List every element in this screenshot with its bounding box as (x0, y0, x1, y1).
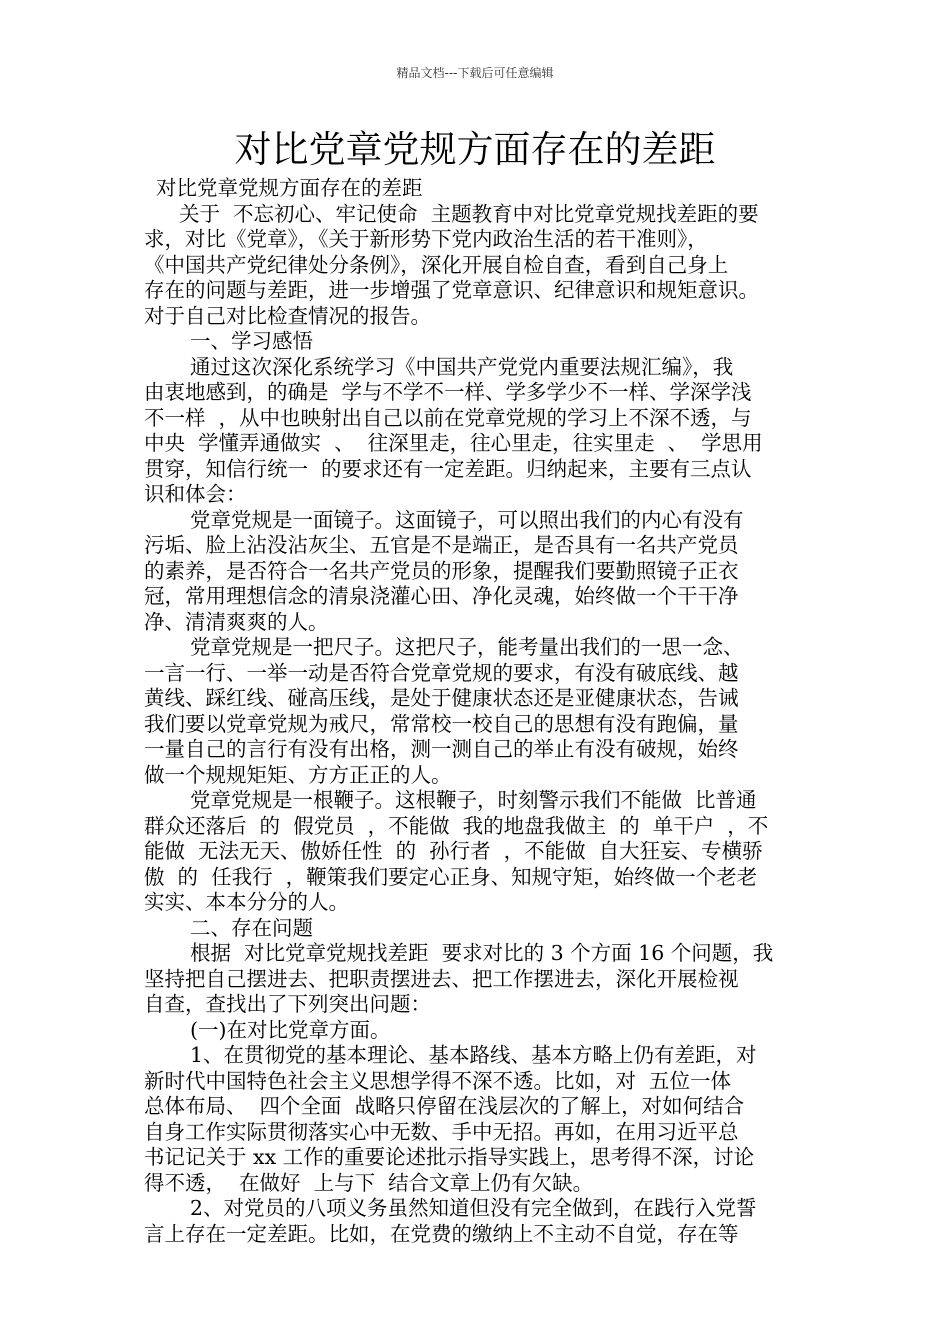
body-line: 的素养，是否符合一名共产党员的形象，提醒我们要勤照镜子正衣 (144, 558, 739, 583)
body-line: 做一个规规矩矩、方方正正的人。 (144, 762, 452, 787)
body-line: 贯穿，知信行统一 的要求还有一定差距。归纳起来，主要有三点认 (144, 456, 752, 481)
page-header-note: 精品文档---下载后可任意编辑 (396, 66, 554, 80)
body-line: 一量自己的言行有没有出格，测一测自己的举止有没有破规，始终 (144, 737, 739, 761)
body-line: 《中国共产党纪律处分条例》，深化开展自检自查，看到自己身上 (144, 252, 729, 277)
body-line: 冠，常用理想信念的清泉浇灌心田、净化灵魂，始终做一个干干净 (144, 584, 739, 608)
body-line: 自身工作实际贯彻落实心中无数、手中无招。再如，在用习近平总 (144, 1119, 739, 1144)
body-line: 自查，查找出了下列突出问题： (144, 992, 431, 1016)
body-line: 黄线、踩红线、碰高压线，是处于健康状态还是亚健康状态，告诫 (144, 686, 739, 710)
body-line: 对比党章党规方面存在的差距 (156, 176, 423, 200)
document-title: 对比党章党规方面存在的差距 (234, 128, 716, 171)
body-line: 得不透， 在做好 上与下 结合文章上仍有欠缺。 (144, 1170, 594, 1195)
body-line: 我们要以党章党规为戒尺，常常校一校自己的思想有没有跑偏，量 (144, 711, 739, 736)
body-line: 总体布局、 四个全面 战略只停留在浅层次的了解上，对如何结合 (144, 1094, 745, 1118)
body-line: 1、在贯彻党的基本理论、基本路线、基本方略上仍有差距，对 (190, 1043, 757, 1067)
body-line: 2、对党员的八项义务虽然知道但没有完全做到，在践行入党誓 (190, 1196, 757, 1220)
body-line: 存在的问题与差距，进一步增强了党章意识、纪律意识和规矩意识。 (144, 278, 759, 302)
body-line: 新时代中国特色社会主义思想学得不深不透。比如，对 五位一体 (144, 1068, 732, 1093)
body-line: 根据 对比党章党规找差距 要求对比的 3 个方面 16 个问题，我 (190, 941, 774, 965)
body-line: 书记记关于 xx 工作的重要论述批示指导实践上，思考得不深，讨论 (144, 1145, 755, 1169)
body-line: 实实、本本分分的人。 (144, 890, 349, 914)
body-line: 污垢、脸上沾没沾灰尘、五官是不是端正，是否具有一名共产党员 (144, 533, 739, 557)
body-line: 党章党规是一面镜子。这面镜子，可以照出我们的内心有没有 (190, 507, 744, 532)
document-body (144, 176, 810, 1247)
body-line: 不一样 ，从中也映射出自己以前在党章党规的学习上不深不透，与 (144, 405, 752, 430)
body-line: 一、学习感悟 (190, 329, 313, 353)
body-line: 傲 的 任我行 ，鞭策我们要定心正身、知规守矩，始终做一个老老 (144, 864, 758, 889)
body-line: 对于自己对比检查情况的报告。 (144, 303, 431, 328)
body-line: 中央 学懂弄通做实 、 往深里走，往心里走，往实里走 、 学思用 (144, 431, 763, 455)
body-line: (一)在对比党章方面。 (190, 1017, 391, 1042)
body-line: 通过这次深化系统学习《中国共产党党内重要法规汇编》，我 (190, 354, 734, 379)
body-line: 能做 无法无天、傲娇任性 的 孙行者 ，不能做 自大狂妄、专横骄 (144, 839, 763, 863)
body-line: 坚持把自己摆进去、把职责摆进去、把工作摆进去，深化开展检视 (144, 966, 739, 991)
body-line: 言上存在一定差距。比如，在党费的缴纳上不主动不自觉，存在等 (144, 1221, 739, 1246)
body-line: 一言一行、一举一动是否符合党章党规的要求，有没有破底线、越 (144, 660, 739, 685)
body-line: 求，对比《党章》，《关于新形势下党内政治生活的若干准则》， (144, 227, 708, 251)
body-line: 群众还落后 的 假党员 ，不能做 我的地盘我做主 的 单干户 ，不 (144, 813, 769, 838)
body-line: 净、清清爽爽的人。 (144, 609, 329, 634)
body-line: 识和体会： (144, 482, 247, 506)
body-line: 党章党规是一根鞭子。这根鞭子，时刻警示我们不能做 比普通 (190, 788, 757, 812)
body-line: 由衷地感到，的确是 学与不学不一样、学多学少不一样、学深学浅 (144, 380, 752, 404)
body-line: 党章党规是一把尺子。这把尺子，能考量出我们的一思一念、 (190, 635, 744, 659)
body-line: 二、存在问题 (190, 915, 313, 940)
body-line: 关于 不忘初心、牢记使命 主题教育中对比党章党规找差距的要 (179, 201, 759, 226)
